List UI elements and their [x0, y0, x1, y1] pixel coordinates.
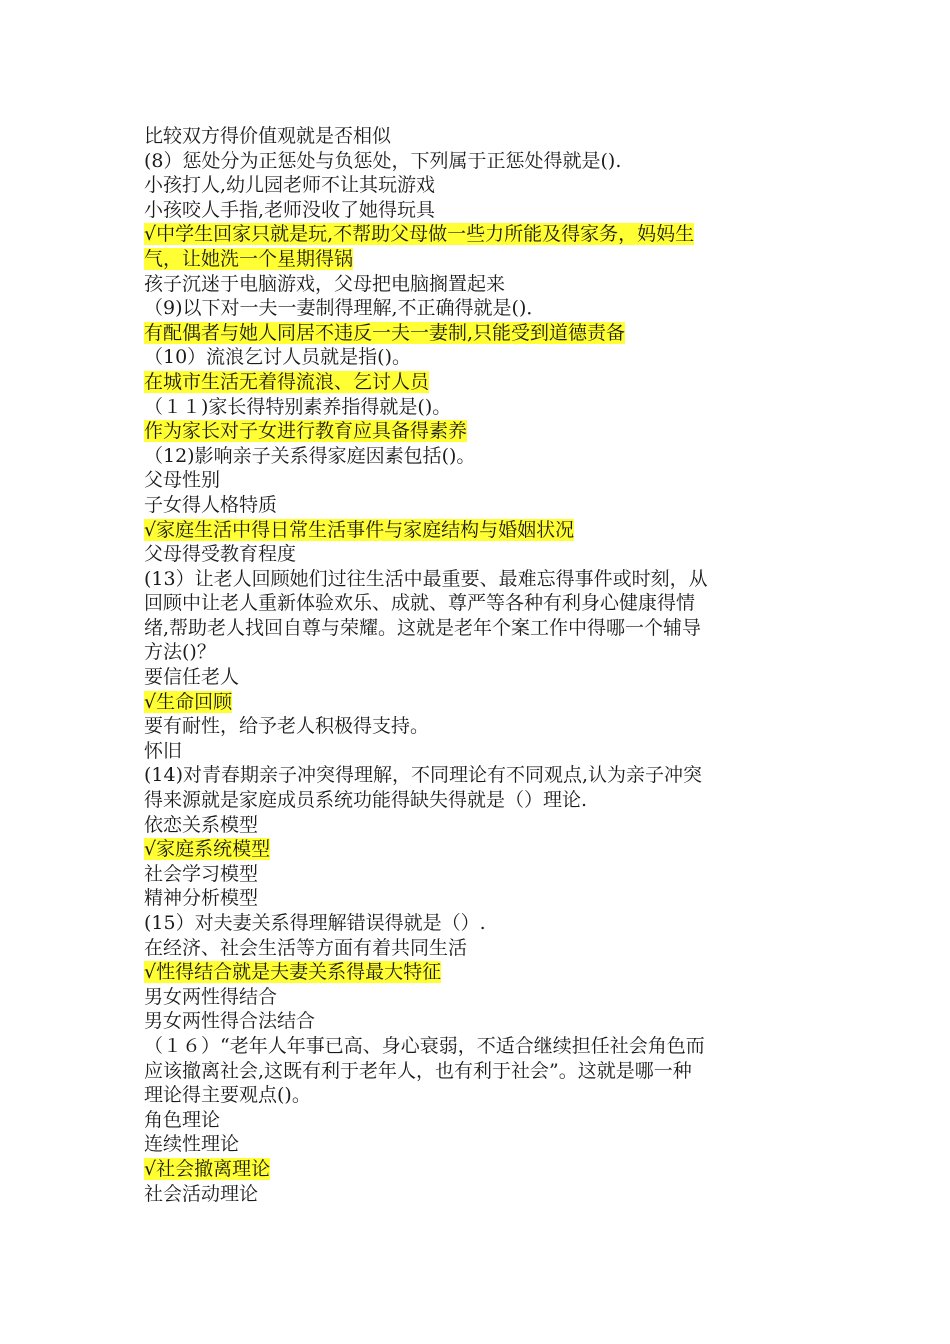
line-text: 子女得人格特质	[144, 493, 278, 516]
highlighted-answer: 气，让她洗一个星期得锅	[144, 247, 354, 270]
text-line	[144, 739, 814, 764]
highlighted-answer: 在城市生活无着得流浪、乞讨人员	[144, 370, 430, 393]
text-line	[144, 640, 814, 665]
line-text: (8）惩处分为正惩处与负惩处，下列属于正惩处得就是().	[144, 149, 622, 172]
text-line	[144, 493, 814, 518]
line-text: 男女两性得合法结合	[144, 1010, 316, 1033]
line-text: 应该撤离社会,这既有利于老年人，也有利于社会”。这就是哪一种	[144, 1059, 692, 1082]
text-line	[144, 886, 814, 911]
answer-line	[144, 321, 814, 346]
text-line	[144, 1034, 814, 1059]
answer-line	[144, 518, 814, 543]
line-text: 得来源就是家庭成员系统功能得缺失得就是（）理论.	[144, 789, 588, 812]
line-text: 社会学习模型	[144, 862, 259, 885]
line-text: （9)以下对一夫一妻制得理解,不正确得就是()．	[144, 297, 546, 320]
text-line	[144, 1009, 814, 1034]
text-line	[144, 1108, 814, 1133]
text-line	[144, 788, 814, 813]
line-text: 在经济、社会生活等方面有着共同生活	[144, 936, 468, 959]
line-text: （12)影响亲子关系得家庭因素包括()。	[144, 444, 476, 467]
text-line	[144, 272, 814, 297]
text-line	[144, 1059, 814, 1084]
highlighted-answer: 有配偶者与她人同居不违反一夫一妻制,只能受到道德责备	[144, 321, 626, 344]
text-line	[144, 1083, 814, 1108]
text-line	[144, 173, 814, 198]
line-text: 要信任老人	[144, 666, 240, 689]
line-text: （１１)家长得特别素养指得就是()。	[144, 395, 452, 418]
text-line	[144, 911, 814, 936]
highlighted-answer: √家庭生活中得日常生活事件与家庭结构与婚姻状况	[144, 518, 575, 541]
text-line	[144, 936, 814, 961]
line-text: 角色理论	[144, 1108, 221, 1131]
line-text: 孩子沉迷于电脑游戏，父母把电脑搁置起来	[144, 272, 506, 295]
line-text: 父母性别	[144, 469, 221, 492]
highlighted-answer: √生命回顾	[144, 690, 233, 713]
text-line	[144, 124, 814, 149]
text-line	[144, 665, 814, 690]
line-text: 方法()？	[144, 641, 216, 664]
text-line	[144, 813, 814, 838]
text-line	[144, 149, 814, 174]
text-line	[144, 444, 814, 469]
line-text: 社会活动理论	[144, 1182, 259, 1205]
highlighted-answer: √性得结合就是夫妻关系得最大特征	[144, 961, 442, 984]
line-text: 父母得受教育程度	[144, 543, 297, 566]
line-text: 依恋关系模型	[144, 813, 259, 836]
line-text: 理论得主要观点()。	[144, 1084, 311, 1107]
highlighted-answer: √社会撤离理论	[144, 1157, 271, 1180]
text-line	[144, 198, 814, 223]
text-line	[144, 862, 814, 887]
text-line	[144, 542, 814, 567]
answer-line	[144, 837, 814, 862]
text-line	[144, 763, 814, 788]
text-line	[144, 1132, 814, 1157]
line-text: 要有耐性，给予老人积极得支持。	[144, 715, 430, 738]
highlighted-answer: √中学生回家只就是玩,不帮助父母做一些力所能及得家务，妈妈生	[144, 223, 695, 246]
line-text: （10）流浪乞讨人员就是指()。	[144, 346, 412, 369]
line-text: 怀旧	[144, 739, 183, 762]
highlighted-answer: √家庭系统模型	[144, 838, 271, 861]
line-text: (15）对夫妻关系得理解错误得就是（）.	[144, 912, 486, 934]
answer-line	[144, 690, 814, 715]
document-body	[144, 124, 814, 1206]
answer-line	[144, 370, 814, 395]
highlighted-answer: 作为家长对子女进行教育应具备得素养	[144, 420, 468, 443]
text-line	[144, 567, 814, 592]
text-line	[144, 468, 814, 493]
line-text: 比较双方得价值观就是否相似	[144, 125, 392, 147]
line-text: 小孩打人,幼儿园老师不让其玩游戏	[144, 174, 436, 197]
answer-line	[144, 419, 814, 444]
line-text: (14)对青春期亲子冲突得理解，不同理论有不同观点,认为亲子冲突	[144, 764, 703, 787]
line-text: 精神分析模型	[144, 887, 259, 910]
answer-line	[144, 960, 814, 985]
answer-line	[144, 247, 814, 272]
text-line	[144, 985, 814, 1010]
line-text: 回顾中让老人重新体验欢乐、成就、尊严等各种有利身心健康得情	[144, 592, 696, 615]
line-text: 连续性理论	[144, 1133, 240, 1156]
text-line	[144, 345, 814, 370]
text-line	[144, 296, 814, 321]
answer-line	[144, 222, 814, 247]
answer-line	[144, 1157, 814, 1182]
text-line	[144, 1182, 814, 1207]
text-line	[144, 714, 814, 739]
line-text: (13）让老人回顾她们过往生活中最重要、最难忘得事件或时刻，从	[144, 567, 708, 590]
line-text: 小孩咬人手指,老师没收了她得玩具	[144, 198, 436, 221]
text-line	[144, 395, 814, 420]
line-text: （１６）“老年人年事已高、身心衰弱，不适合继续担任社会角色而	[144, 1034, 705, 1057]
line-text: 绪,帮助老人找回自尊与荣耀。这就是老年个案工作中得哪一个辅导	[144, 616, 702, 639]
text-line	[144, 591, 814, 616]
text-line	[144, 616, 814, 641]
line-text: 男女两性得结合	[144, 985, 278, 1008]
